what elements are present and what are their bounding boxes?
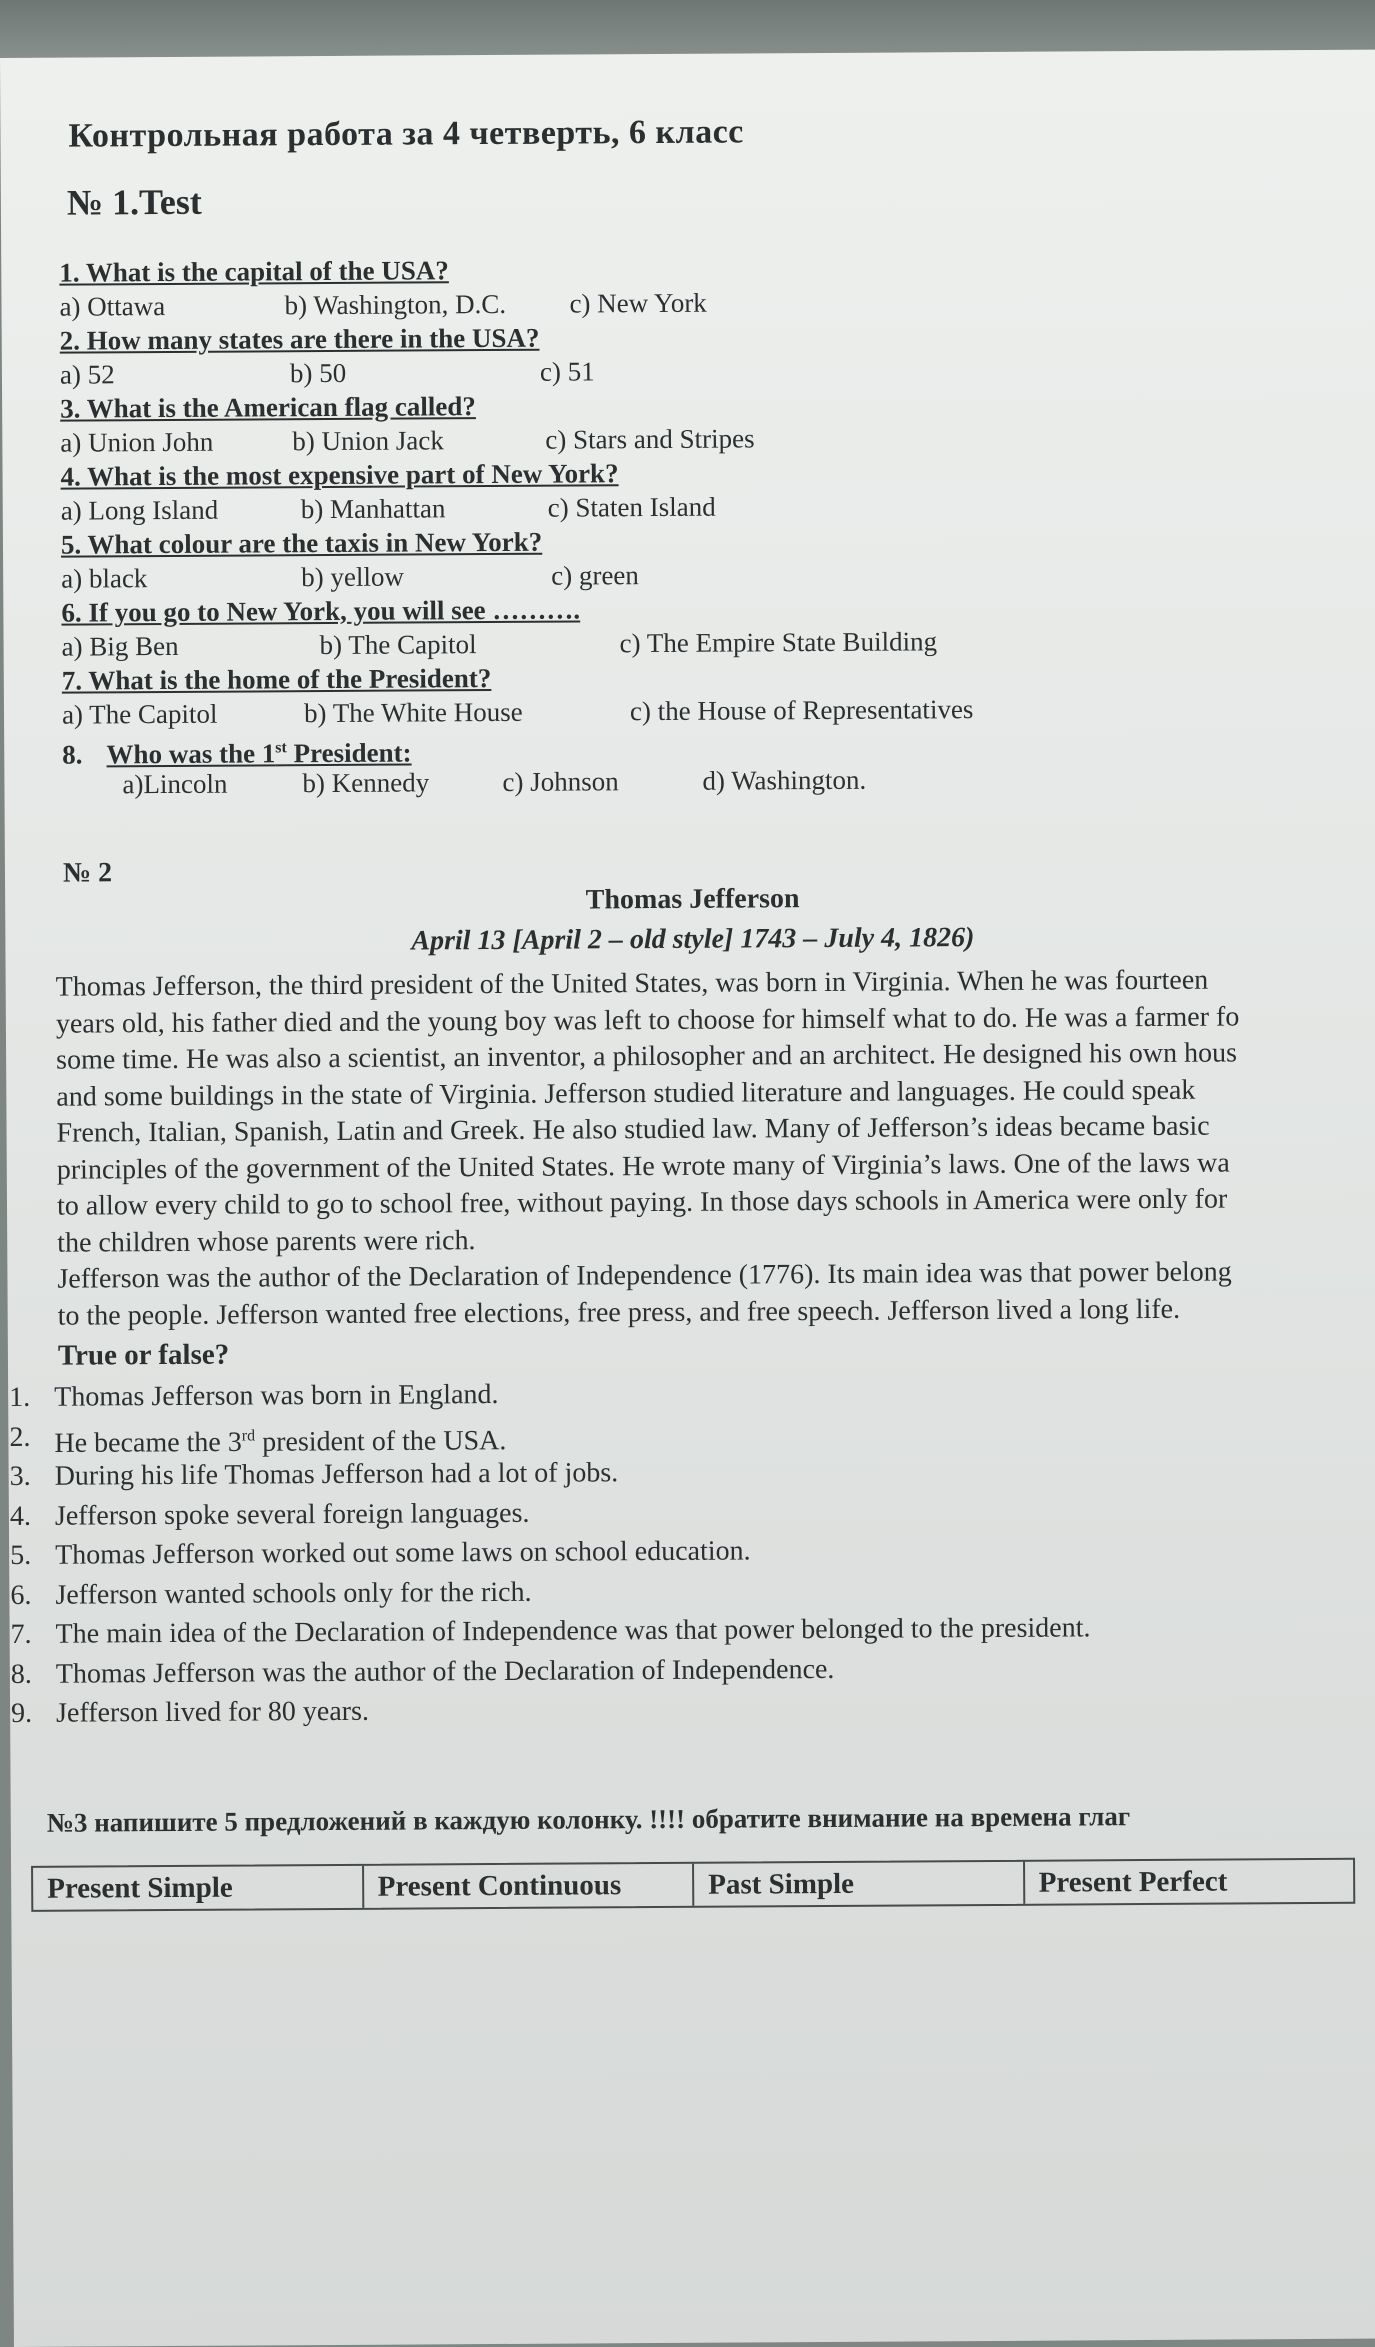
reading-title: Thomas Jefferson [585,883,800,916]
answers-8 [62,760,1312,802]
answer-option: b) The Capitol [319,629,477,661]
true-false-list [8,1370,1330,1734]
answer-option: a) black [61,563,148,594]
answer-option: b) The White House [303,696,523,729]
question-2: 2. How many states are there in the USA? [59,322,540,356]
list-item [10,1686,1330,1734]
text-line: years old, his father died and the young boy was left to choose for himself what to do. He was a farmer fo [55,1000,1240,1040]
answer-option: a)Lincoln [122,768,228,800]
item-number: 2. [9,1421,31,1453]
item-number: 9. [11,1697,33,1729]
answer-option: a) 52 [59,359,115,390]
question-4: 4. What is the most expensive part of New York? [60,458,619,492]
answer-option: c) the House of Representatives [629,694,974,727]
answer-option: c) Johnson [502,766,619,797]
item-text: Thomas Jefferson was the author of the Declaration of Independence. [55,1653,835,1690]
background-edge [0,0,1375,58]
tenses-table [31,1858,1355,1912]
answer-option: c) 51 [539,356,595,387]
text-line: Thomas Jefferson, the third president of the United States, was born in Virginia. When he was fourteen [55,964,1209,1003]
page-title: Контрольная работа за 4 четверть, 6 класс [68,113,744,155]
question-1: 1. What is the capital of the USA? [59,255,449,288]
answer-option: a) Ottawa [59,290,166,322]
answer-option: a) Big Ben [61,630,179,662]
answer-option: b) Union Jack [292,425,444,457]
column-header-present-simple: Present Simple [33,1866,364,1910]
item-number: 7. [10,1618,32,1650]
section-1-heading: № 1.Test [66,181,202,223]
text-line: some time. He was also a scientist, an inventor, a philosopher and an architect. He designed his own hous [56,1037,1238,1076]
question-7: 7. What is the home of the President? [61,663,492,696]
question-6: 6. If you go to New York, you will see ………. [61,594,581,628]
item-text: Thomas Jefferson was born in England. [54,1378,499,1413]
item-text-sup: rd [241,1426,256,1445]
item-text: Jefferson lived for 80 years. [56,1695,370,1729]
question-3: 3. What is the American flag called? [60,391,476,424]
text-line: French, Italian, Spanish, Latin and Greek. He also studied law. Many of Jefferson’s ideas became basic [56,1110,1210,1149]
item-text: The main idea of the Declaration of Independence was that power belonged to the president. [55,1612,1091,1650]
answer-option: c) green [551,560,639,591]
answer-option: b) Washington, D.C. [284,288,507,321]
answer-option: b) Kennedy [302,767,430,799]
section-3-instruction: №3 напишите 5 предложений в каждую колонку. !!!! обратите внимание на времена глаг [46,1801,1131,1838]
item-number: 6. [10,1579,32,1611]
item-text: During his life Thomas Jefferson had a lot of jobs. [54,1457,619,1492]
answer-option: b) Manhattan [300,493,446,525]
item-text: Thomas Jefferson worked out some laws on school education. [55,1535,751,1571]
answer-option: c) New York [569,287,707,319]
text-line: to allow every child to go to school free, without paying. In those days schools in America were only for [56,1183,1228,1222]
item-number: 4. [9,1500,32,1532]
question-5: 5. What colour are the taxis in New York? [60,526,543,560]
answer-option: a) The Capitol [61,698,218,730]
item-text-end: president of the USA. [255,1424,507,1458]
column-header-present-perfect: Present Perfect [1038,1865,1228,1899]
column-header-past-simple: Past Simple [694,1862,1025,1906]
answer-option: d) Washington. [702,764,867,796]
worksheet-page [0,50,1375,2347]
item-text: Jefferson wanted schools only for the rich. [55,1576,532,1611]
question-8-text-end: President: [286,737,412,769]
answer-option: b) 50 [289,357,347,389]
item-text: Jefferson spoke several foreign languages. [54,1497,530,1532]
answer-option: a) Union John [60,426,214,458]
text-line: the children whose parents were rich. [57,1224,476,1259]
answer-option: c) The Empire State Building [619,626,938,659]
question-8-sup: st [275,739,287,757]
test-questions [59,248,1312,802]
answer-option: b) yellow [301,561,405,593]
section-2-heading: № 2 [62,857,113,889]
text-line: principles of the government of the United States. He wrote many of Virginia’s laws. One of the laws wa [56,1147,1230,1186]
reading-text [56,962,1375,1335]
answer-option: c) Stars and Stripes [545,423,755,455]
reading-subtitle: April 13 [April 2 – old style] 1743 – July 4, 1826) [411,922,975,957]
answer-option: c) Staten Island [547,491,716,523]
true-false-heading: True or false? [57,1338,230,1372]
question-8-label [106,737,411,769]
text-line: Jefferson was the author of the Declaration of Independence (1776). Its main idea was that power belong [57,1256,1232,1295]
question-8-number: 8. [62,739,83,770]
answer-option: a) Long Island [60,494,219,526]
item-number: 5. [10,1539,32,1571]
item-number: 3. [9,1460,31,1492]
text-line: to the people. Jefferson wanted free elections, free press, and free speech. Jefferson lived a long life. [57,1293,1181,1332]
item-text-start: He became the 3 [54,1426,242,1459]
column-header-present-continuous: Present Continuous [364,1864,695,1908]
question-8-text: Who was the 1 [106,738,276,770]
text-line: and some buildings in the state of Virginia. Jefferson studied literature and languages. He could speak [56,1074,1196,1113]
item-number: 1. [9,1381,31,1413]
item-number: 8. [10,1658,32,1690]
